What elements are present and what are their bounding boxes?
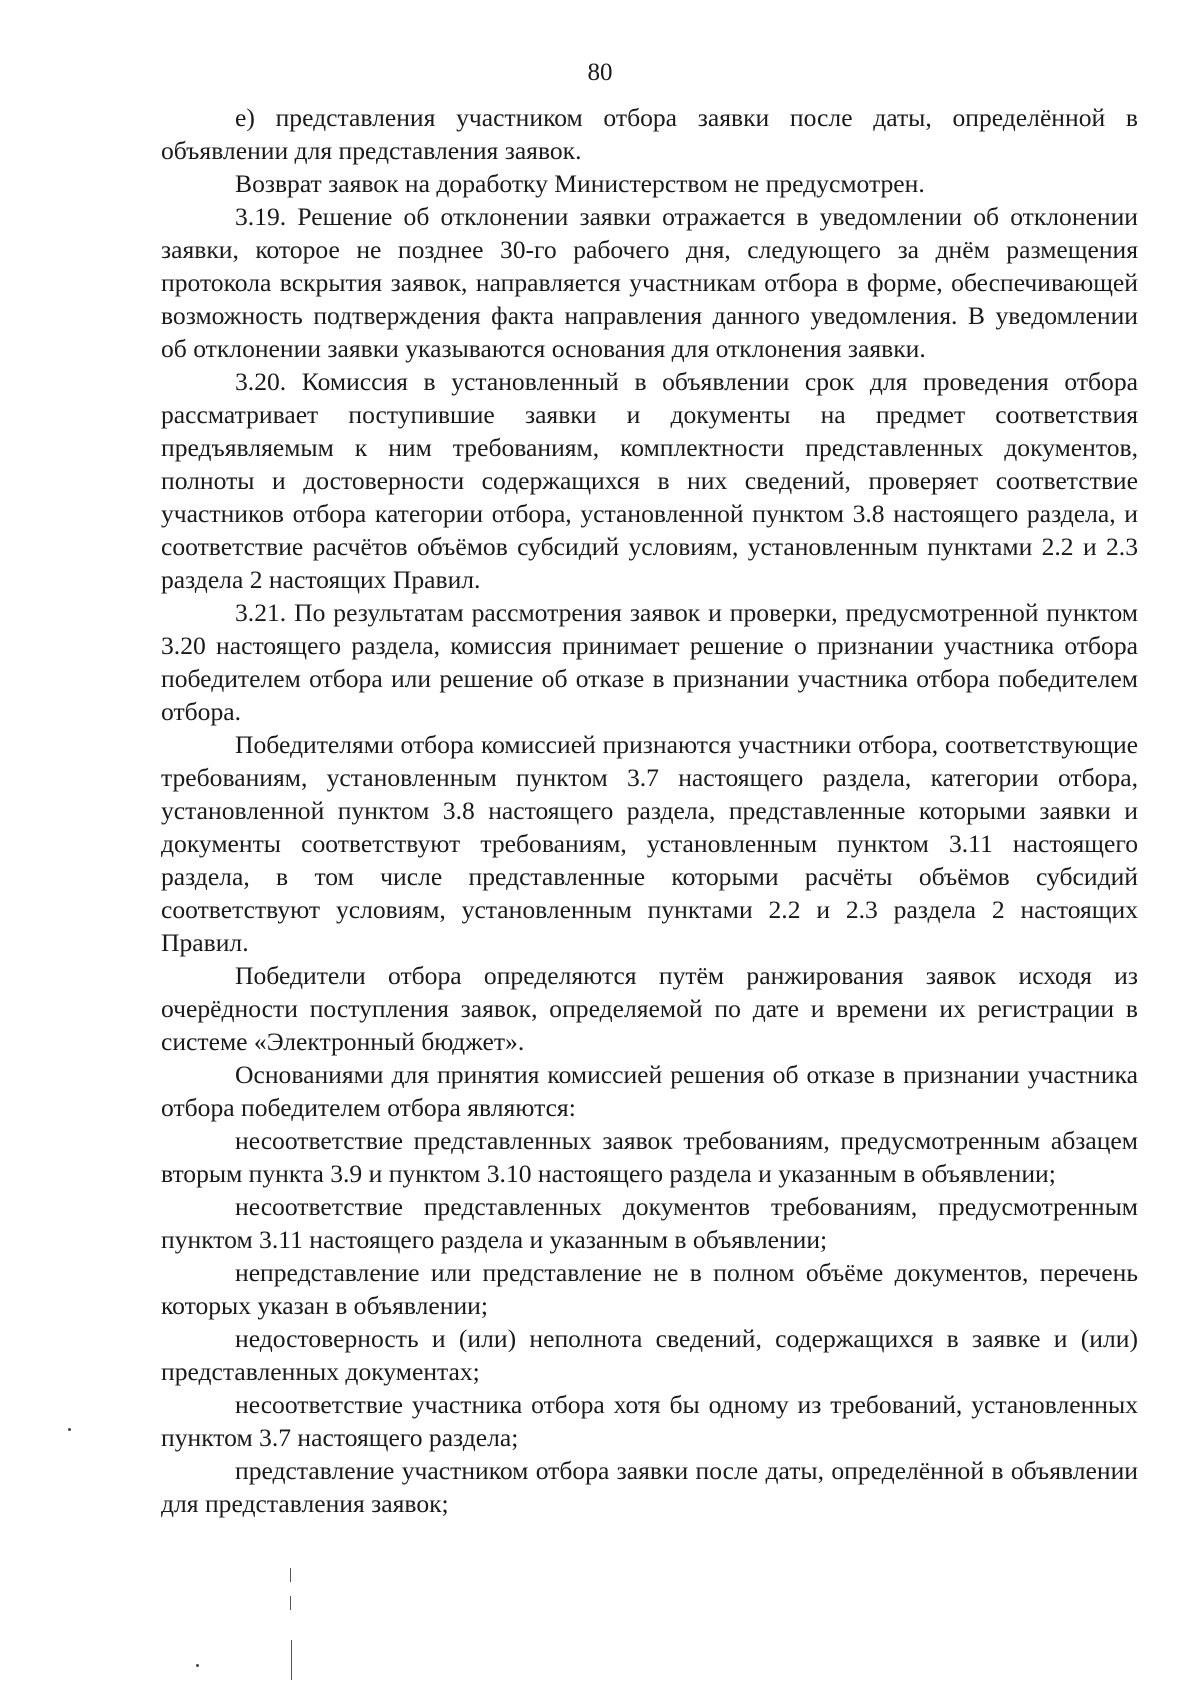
paragraph: Основаниями для принятия комиссией решения об отказе в признании участника отбора победителем отбора являются: <box>161 1060 1138 1122</box>
paragraph: несоответствие представленных заявок требованиям, предусмотренным абзацем вторым пункта 3.9 и пунктом 3.10 настоящего раздела и указанным в объявлении; <box>161 1126 1138 1188</box>
paragraph: 3.21. По результатам рассмотрения заявок и проверки, предусмотренной пунктом 3.20 настоящего раздела, комиссия принимает решение о признании участника отбора победителем отбора или решение об отказе в признании участника отбора победителем отбора. <box>161 598 1138 726</box>
paragraph: 3.20. Комиссия в установленный в объявлении срок для проведения отбора рассматривает поступившие заявки и документы на предмет соответствия предъявляемым к ним требованиям, комплектности представленных документов, полноты и достоверности содержащихся в них сведений, проверяет соответствие участников отбора категории отбора, установленной пунктом 3.8 настоящего раздела, и соответствие расчётов объёмов субсидий условиям, установленным пунктами 2.2 и 2.3 раздела 2 настоящих Правил. <box>161 367 1138 594</box>
scan-artifact-line <box>290 1596 291 1610</box>
paragraph: несоответствие представленных документов требованиям, предусмотренным пунктом 3.11 настоящего раздела и указанным в объявлении; <box>161 1192 1138 1254</box>
paragraph: представление участником отбора заявки после даты, определённой в объявлении для представления заявок; <box>161 1456 1138 1518</box>
paragraph: Победители отбора определяются путём ранжирования заявок исходя из очерёдности поступления заявок, определяемой по дате и времени их регистрации в системе «Электронный бюджет». <box>161 961 1138 1056</box>
document-body <box>161 101 1138 1520</box>
scan-artifact-line <box>290 1568 291 1582</box>
scan-artifact-line <box>291 1640 292 1680</box>
paragraph: Возврат заявок на доработку Министерством не предусмотрен. <box>235 169 925 198</box>
paragraph: Победителями отбора комиссией признаются участники отбора, соответствующие требованиям, установленным пунктом 3.7 настоящего раздела, категории отбора, установленной пунктом 3.8 настоящего раздела, представленные которыми заявки и документы соответствуют требованиям, установленным пунктом 3.11 настоящего раздела, в том числе представленные которыми расчёты объёмов субсидий соответствуют условиям, установленным пунктами 2.2 и 2.3 раздела 2 настоящих Правил. <box>161 730 1138 957</box>
scan-artifact-dot <box>196 1664 199 1667</box>
paragraph: непредставление или представление не в полном объёме документов, перечень которых указан в объявлении; <box>161 1258 1138 1320</box>
paragraph: 3.19. Решение об отклонении заявки отражается в уведомлении об отклонении заявки, которое не позднее 30-го рабочего дня, следующего за днём размещения протокола вскрытия заявок, направляется участникам отбора в форме, обеспечивающей возможность подтверждения факта направления данного уведомления. В уведомлении об отклонении заявки указываются основания для отклонения заявки. <box>161 202 1138 363</box>
scan-artifact-dot <box>68 1428 71 1431</box>
page-number: 80 <box>587 59 613 86</box>
paragraph: е) представления участником отбора заявки после даты, определённой в объявлении для представления заявок. <box>161 103 1138 165</box>
paragraph: несоответствие участника отбора хотя бы одному из требований, установленных пунктом 3.7 настоящего раздела; <box>161 1390 1138 1452</box>
paragraph: недостоверность и (или) неполнота сведений, содержащихся в заявке и (или) представленных документах; <box>161 1324 1138 1386</box>
